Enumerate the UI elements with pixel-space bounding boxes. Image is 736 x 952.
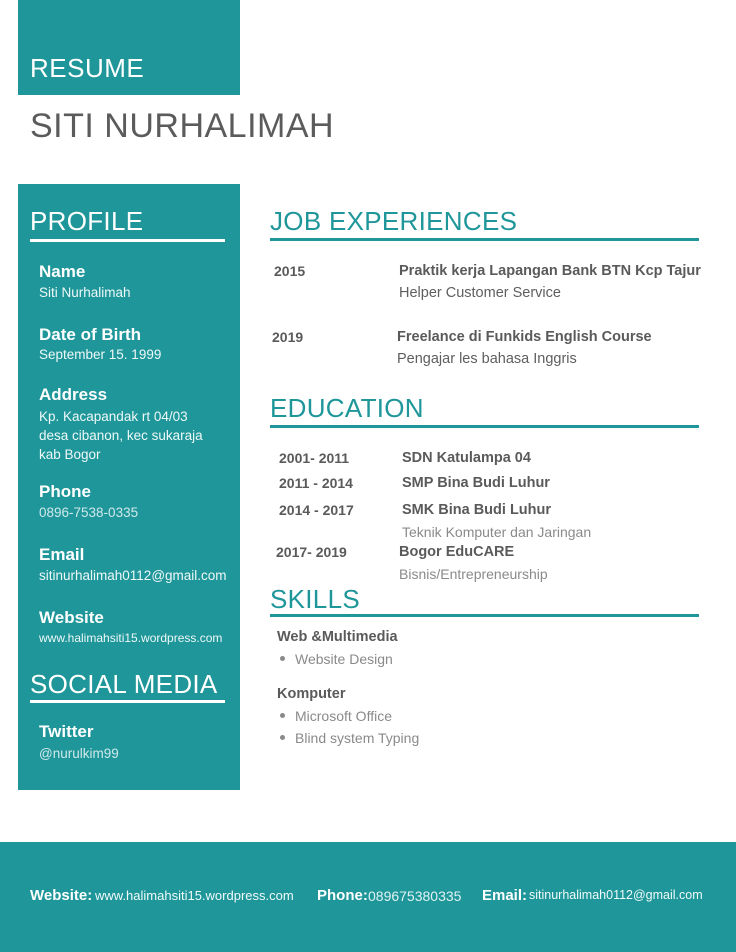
skill-group-name: Komputer [277, 686, 346, 702]
address-line: Kp. Kacapandak rt 04/03 [39, 409, 188, 424]
email-value: sitinurhalimah0112@gmail.com [39, 568, 227, 583]
phone-value: 0896-7538-0335 [39, 505, 139, 520]
website-label: Website [39, 608, 104, 627]
page-title: SITI NURHALIMAH [30, 107, 335, 145]
dob-value: September 15. 1999 [39, 347, 162, 362]
job-role: Pengajar les bahasa Inggris [397, 351, 577, 367]
job-experiences-heading: JOB EXPERIENCES [270, 206, 518, 236]
resume-banner [18, 0, 240, 95]
address-line: kab Bogor [39, 447, 101, 462]
footer-phone-value: 089675380335 [368, 888, 462, 904]
footer [0, 842, 736, 952]
job-divider [270, 238, 699, 241]
education-school: SDN Katulampa 04 [402, 450, 531, 466]
skills-divider [270, 614, 699, 617]
education-years: 2017- 2019 [276, 544, 347, 560]
education-major: Teknik Komputer dan Jaringan [402, 524, 592, 540]
profile-heading: PROFILE [30, 206, 144, 236]
skill-item: Website Design [280, 651, 393, 667]
education-school: SMP Bina Budi Luhur [402, 475, 550, 491]
social-divider [30, 700, 225, 703]
social-media-heading: SOCIAL MEDIA [30, 669, 218, 699]
skill-item: Blind system Typing [280, 730, 419, 746]
education-years: 2014 - 2017 [279, 502, 354, 518]
footer-email-link[interactable]: sitinurhalimah0112@gmail.com [529, 888, 703, 902]
education-school: Bogor EduCARE [399, 544, 515, 560]
dob-label: Date of Birth [39, 325, 141, 344]
education-major: Bisnis/Entrepreneurship [399, 566, 548, 582]
job-title: Freelance di Funkids English Course [397, 329, 652, 345]
bullet-icon [280, 656, 285, 661]
address-label: Address [39, 385, 108, 404]
skill-group-name: Web &Multimedia [277, 629, 398, 645]
name-value: Siti Nurhalimah [39, 285, 131, 300]
education-heading: EDUCATION [270, 393, 424, 423]
footer-email-label: Email: [482, 887, 528, 904]
footer-website-label: Website: [30, 887, 93, 904]
footer-website-link[interactable]: www.halimahsiti15.wordpress.com [95, 888, 294, 903]
website-value: www.halimahsiti15.wordpress.com [39, 631, 223, 645]
bullet-icon [280, 713, 285, 718]
education-years: 2011 - 2014 [279, 475, 353, 491]
skills-heading: SKILLS [270, 584, 360, 614]
sidebar [18, 184, 240, 790]
job-title: Praktik kerja Lapangan Bank BTN Kcp Tajur [399, 263, 701, 279]
job-role: Helper Customer Service [399, 285, 561, 301]
skill-item: Microsoft Office [280, 708, 392, 724]
address-line: desa cibanon, kec sukaraja [39, 428, 203, 443]
footer-phone-label: Phone: [317, 887, 368, 904]
resume-label: RESUME [30, 53, 145, 83]
job-year: 2015 [274, 263, 306, 279]
twitter-label: Twitter [39, 722, 94, 741]
education-divider [270, 425, 699, 428]
email-label: Email [39, 545, 85, 564]
job-year: 2019 [272, 329, 304, 345]
bullet-icon [280, 735, 285, 740]
education-years: 2001- 2011 [279, 450, 350, 466]
name-label: Name [39, 262, 86, 281]
phone-label: Phone [39, 482, 91, 501]
profile-divider [30, 239, 225, 242]
twitter-value: @nurulkim99 [39, 746, 119, 761]
education-school: SMK Bina Budi Luhur [402, 502, 552, 518]
